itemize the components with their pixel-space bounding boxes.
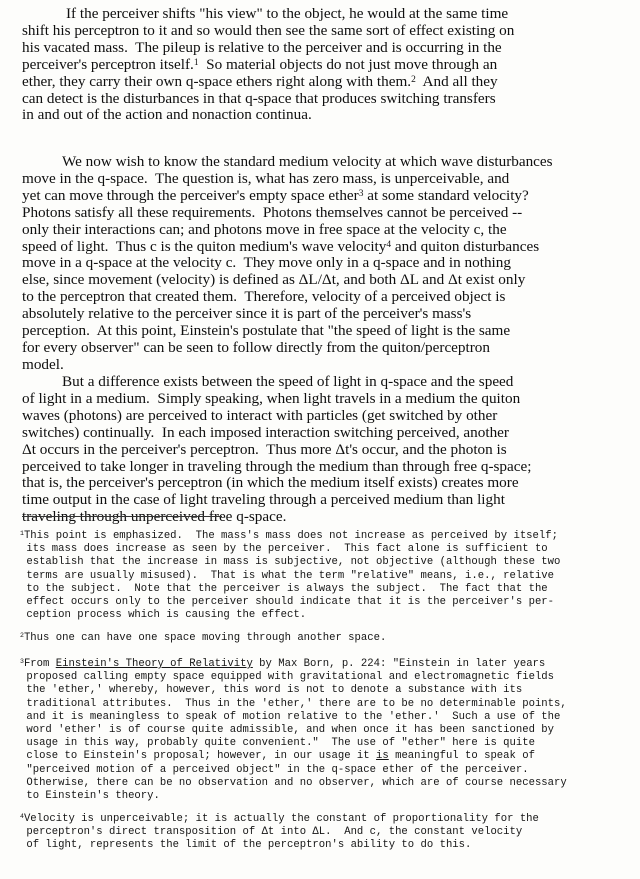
footnote-3-line: close to Einstein's proposal; however, in our usage it is meaningful to speak of xyxy=(20,750,535,763)
footnote-1-line: its mass does increase as seen by the perceiver. This fact alone is sufficient to xyxy=(20,543,548,556)
paragraph-2-line: model. xyxy=(22,355,64,373)
footnote-3-line: proposed calling empty space equipped with gravitational and electromagnetic fields xyxy=(20,671,555,684)
footnote-3-line: to Einstein's theory. xyxy=(20,790,160,802)
footnote-1-line: establish that the increase in mass is subjective, not objective (although these two xyxy=(20,556,561,569)
paragraph-2-line: absolutely relative to the perceiver since it is part of the perceiver's mass's xyxy=(22,305,472,323)
footnote-3-line: traditional attributes. Thus in the 'ether,' there are to be no determinable points, xyxy=(20,697,567,710)
footnote-3-line: "perceived motion of a perceived object" in the q-space ether of the perceiver. xyxy=(20,763,529,776)
footnote-separator xyxy=(22,516,222,517)
footnote-1-line: to the subject. Note that the perceiver is always the subject. The fact that the xyxy=(20,582,548,595)
paragraph-1-line: can detect is the disturbances in that q-space that produces switching transfers xyxy=(22,89,496,107)
paragraph-3-line: Δt occurs in the perceiver's perceptron. Thus more Δt's occur, and the photon is xyxy=(22,440,507,458)
paragraph-1-line: If the perceiver shifts "his view" to the object, he would at the same time xyxy=(66,5,509,22)
paragraph-2-line: for every observer" can be seen to follow directly from the quiton/perceptron xyxy=(22,338,490,356)
footnote-4-line: perceptron's direct transposition of Δt into ΔL. And c, the constant velocity xyxy=(20,826,523,839)
paragraph-3-line: perceived to take longer in traveling through the medium than through free q-space; xyxy=(22,457,532,475)
paragraph-2-line: yet can move through the perceiver's empty space ether$^3$ at some standard velocity? xyxy=(22,186,529,204)
paragraph-3-line: traveling through unperceived free q-space. xyxy=(22,508,287,526)
footnote-1-line: $^1$This point is emphasized. The mass's mass does not increase as perceived by itself; xyxy=(20,530,558,542)
footnote-4-line: $^4$Velocity is unperceivable; it is actually the constant of proportionality for the xyxy=(20,813,539,825)
footnote-3-line: the 'ether,' whereby, however, this word is not to denote a substance with its xyxy=(20,684,523,697)
paragraph-1-line: shift his perceptron to it and so would then see the same sort of effect existing on xyxy=(22,21,515,39)
paragraph-1-line: in and out of the action and nonaction continua. xyxy=(22,106,312,124)
footnote-2-line: $^2$Thus one can have one space moving through another space. xyxy=(20,632,387,644)
footnote-4-line: of light, represents the limit of the perceptron's ability to do this. xyxy=(20,839,472,852)
paragraph-2-line: to the perceptron that created them. Therefore, velocity of a perceived object is xyxy=(22,288,506,306)
paragraph-2-line: We now wish to know the standard medium velocity at which wave disturbances xyxy=(62,153,553,170)
footnote-3-line: word 'ether' is of course quite admissible, and when once it has been sanctioned by xyxy=(20,724,555,736)
paragraph-3-line: of light in a medium. Simply speaking, when light travels in a medium the quiton xyxy=(22,389,521,407)
paragraph-2-line: speed of light. Thus c is the quiton medium's wave velocity$^4$ and quiton disturbances xyxy=(22,237,540,255)
footnote-1-line: ception process which is causing the effect. xyxy=(20,609,307,622)
paragraph-3-line: switches) continually. In each imposed interaction switching perceived, another xyxy=(22,423,509,441)
paragraph-3-line: time output in the case of light traveling through a perceived medium than light xyxy=(22,491,505,509)
paragraph-1-line: his vacated mass. The pileup is relative to the perceiver and is occurring in the xyxy=(22,38,502,56)
paragraph-3-line: waves (photons) are perceived to interact with particles (get switched by other xyxy=(22,406,498,424)
paragraph-3-line: that is, the perceiver's perceptron (in which the medium itself exists) creates more xyxy=(22,474,519,492)
footnote-3-line: $^3$From Einstein's Theory of Relativity by Max Born, p. 224: "Einstein in later years xyxy=(20,658,546,670)
paragraph-2-line: only their interactions can; and photons move in free space at the velocity c, the xyxy=(22,220,507,238)
footnote-1-line: effect occurs only to the perceiver should indicate that it is the perceiver's per- xyxy=(20,596,555,608)
footnote-3-line: Otherwise, there can be no observation and no observer, which are of course necessary xyxy=(20,776,567,789)
paragraph-1-line: perceiver's perceptron itself.$^1$ So material objects do not just move through an xyxy=(22,55,498,73)
paragraph-2-line: move in the q-space. The question is, what has zero mass, is unperceivable, and xyxy=(22,169,510,187)
footnote-3-line: usage in this way, probably quite convenient." The use of "ether" here is quite xyxy=(20,737,535,750)
paragraph-2-line: move in a q-space at the velocity c. They move only in a q-space and in nothing xyxy=(22,254,511,272)
paragraph-2-line: perception. At this point, Einstein's postulate that "the speed of light is the same xyxy=(22,322,511,339)
paragraph-2-line: else, since movement (velocity) is defined as ΔL/Δt, and both ΔL and Δt exist only xyxy=(22,271,526,289)
footnote-3-line: and it is meaningless to speak of motion relative to the 'ether.' Such a use of the xyxy=(20,710,561,723)
footnote-1-line: terms are usually misused). That is what the term "relative" means, i.e., relative xyxy=(20,569,555,582)
paragraph-3-line: But a difference exists between the speed of light in q-space and the speed xyxy=(62,373,514,390)
paragraph-2-line: Photons satisfy all these requirements. Photons themselves cannot be perceived -- xyxy=(22,203,523,221)
paragraph-1-line: ether, they carry their own q-space ethers right along with them.$^2$ And all they xyxy=(22,72,498,90)
